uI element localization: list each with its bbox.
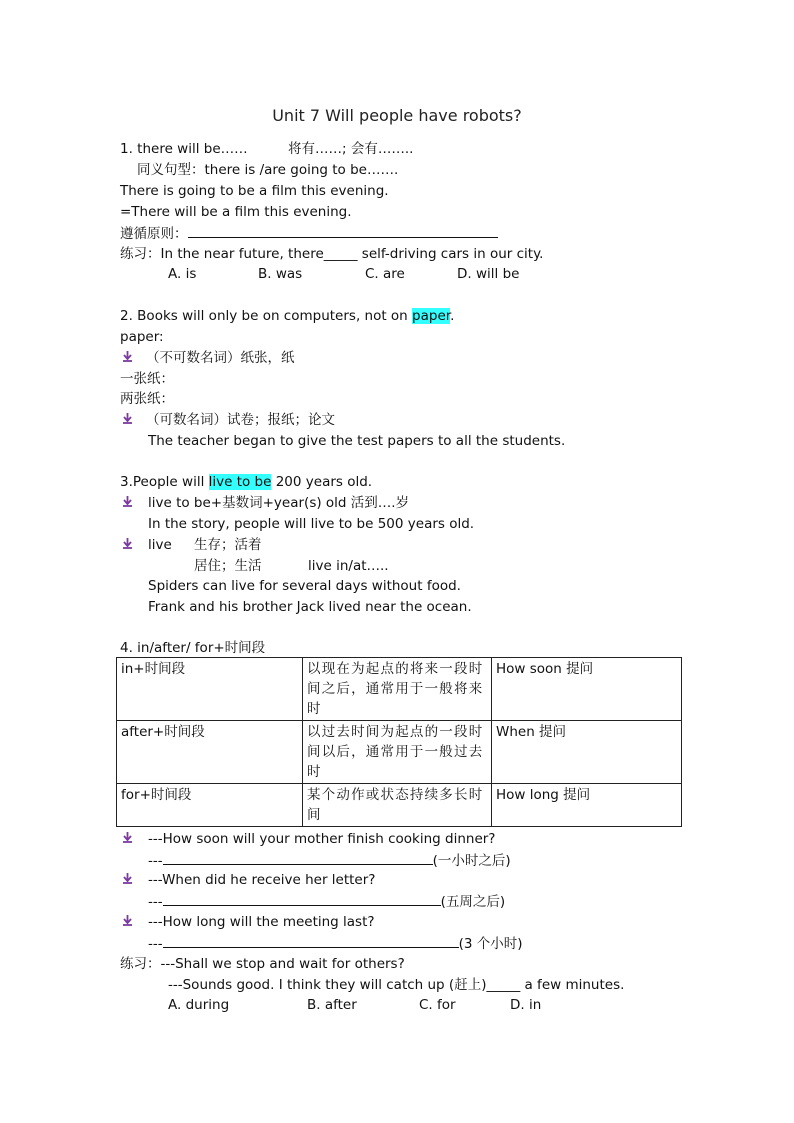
s4-opt-b: B. after xyxy=(307,997,357,1013)
bullet-arrow-icon xyxy=(121,831,134,844)
s2-line3: 一张纸： xyxy=(120,371,174,387)
answer-hint: (五周之后) xyxy=(440,894,506,910)
rule-blank[interactable] xyxy=(188,224,498,238)
answer-hint: (3 个小时) xyxy=(458,936,523,952)
table-row xyxy=(117,721,682,784)
bullet-arrow-icon xyxy=(121,537,134,550)
table-row xyxy=(117,784,682,827)
s2-bullet1: （不可数名词）纸张，纸 xyxy=(146,350,295,366)
s4-question3: ---How long will the meeting last? xyxy=(148,914,375,930)
table-cell: 以现在为起点的将来一段时间之后，通常用于一般将来时 xyxy=(303,658,492,721)
s3-line1 xyxy=(120,473,372,491)
s1-line5 xyxy=(120,224,498,243)
s4-practice1: 练习：---Shall we stop and wait for others? xyxy=(120,956,405,972)
s4-opt-a: A. during xyxy=(168,997,230,1013)
s3-line1-pre: 3.People will xyxy=(120,474,209,490)
s2-line2: paper: xyxy=(120,329,164,345)
s4-question2: ---When did he receive her letter? xyxy=(148,872,376,888)
s1-line1-b: 将有……; 会有…….. xyxy=(288,141,414,157)
s4-heading: 4. in/after/ for+时间段 xyxy=(120,640,266,656)
table-cell: How long 提问 xyxy=(492,784,682,827)
s3-bullet2-live: live xyxy=(148,537,172,553)
s1-line2: 同义句型：there is /are going to be……. xyxy=(137,162,399,178)
bullet-arrow-icon xyxy=(121,350,134,363)
table-cell: When 提问 xyxy=(492,721,682,784)
table-cell: 某个动作或状态持续多长时间 xyxy=(303,784,492,827)
s4-opt-c: C. for xyxy=(419,997,456,1013)
answer-prefix: --- xyxy=(148,853,163,869)
table-cell: after+时间段 xyxy=(117,721,303,784)
s4-answer3 xyxy=(148,934,523,953)
s2-line1-post: . xyxy=(450,308,455,324)
s4-question1: ---How soon will your mother finish cooking dinner? xyxy=(148,831,496,847)
table-row xyxy=(117,658,682,721)
s1-opt-b: B. was xyxy=(258,266,303,282)
s2-bullet2: （可数名词）试卷；报纸；论文 xyxy=(146,412,335,428)
s3-line1-post: 200 years old. xyxy=(271,474,373,490)
s3-highlight-live-to-be: live to be xyxy=(208,474,272,490)
s1-opt-d: D. will be xyxy=(457,266,520,282)
page-title: Unit 7 Will people have robots? xyxy=(272,106,522,125)
answer1-blank[interactable] xyxy=(163,851,433,865)
s4-opt-d: D. in xyxy=(510,997,542,1013)
s2-line1-pre: 2. Books will only be on computers, not on xyxy=(120,308,413,324)
table-cell: in+时间段 xyxy=(117,658,303,721)
s3-line5: Frank and his brother Jack lived near the ocean. xyxy=(148,599,472,615)
s4-answer1 xyxy=(148,851,511,870)
s4-practice2: ---Sounds good. I think they will catch up (赶上)_____ a few minutes. xyxy=(168,977,625,993)
s1-rule-label: 遵循原则： xyxy=(120,226,188,242)
table-cell: for+时间段 xyxy=(117,784,303,827)
bullet-arrow-icon xyxy=(121,495,134,508)
time-phrase-table xyxy=(116,657,682,827)
s2-line1 xyxy=(120,307,454,325)
answer-prefix: --- xyxy=(148,936,163,952)
s3-bullet1: live to be+基数词+year(s) old 活到….岁 xyxy=(148,495,410,511)
answer-hint: (一小时之后) xyxy=(432,853,511,869)
answer2-blank[interactable] xyxy=(163,892,441,906)
s3-line3-usage: live in/at….. xyxy=(308,558,389,574)
s1-opt-a: A. is xyxy=(168,266,197,282)
s3-bullet2-meaning: 生存；活着 xyxy=(194,537,262,553)
s3-line4: Spiders can live for several days without food. xyxy=(148,578,461,594)
s4-answer2 xyxy=(148,892,505,911)
bullet-arrow-icon xyxy=(121,412,134,425)
answer-prefix: --- xyxy=(148,894,163,910)
table-cell: 以过去时间为起点的一段时间以后，通常用于一般过去时 xyxy=(303,721,492,784)
s3-line2: In the story, people will live to be 500 years old. xyxy=(148,516,475,532)
bullet-arrow-icon xyxy=(121,914,134,927)
s1-line4: =There will be a film this evening. xyxy=(120,204,352,220)
s1-opt-c: C. are xyxy=(365,266,405,282)
s2-line5: The teacher began to give the test papers to all the students. xyxy=(148,433,566,449)
s2-highlight-paper: paper xyxy=(412,308,451,324)
s3-line3-meaning: 居住；生活 xyxy=(194,558,262,574)
s1-exercise: 练习：In the near future, there_____ self-driving cars in our city. xyxy=(120,246,544,262)
s1-line3: There is going to be a film this evening. xyxy=(120,183,389,199)
s2-line4: 两张纸： xyxy=(120,391,174,407)
bullet-arrow-icon xyxy=(121,872,134,885)
s1-line1-a: 1. there will be…… xyxy=(120,141,248,157)
table-cell: How soon 提问 xyxy=(492,658,682,721)
answer3-blank[interactable] xyxy=(163,934,459,948)
